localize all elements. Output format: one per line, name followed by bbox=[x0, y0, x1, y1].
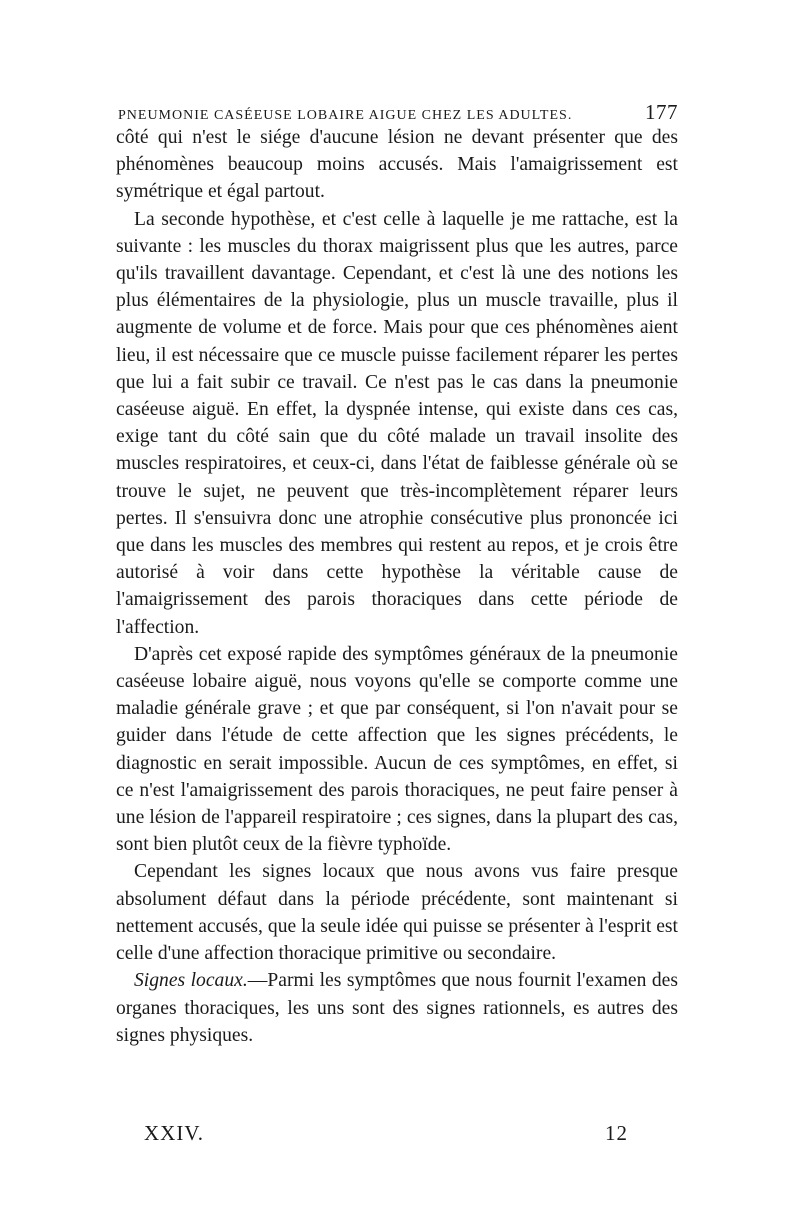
paragraph-general-symptoms: D'après cet exposé rapide des symptômes généraux de la pneumonie caséeuse lobaire aiguë, nous voyons qu'elle se comporte comme une maladie générale grave ; et que par conséquent, si l'on n'avait pour se guider dans l'étude de cette affection que les signes précédents, le diagnostic en serait impossible. Aucun de ces symptômes, en effet, si ce n'est l'amaigrissement des parois thoraciques, ne peut faire penser à une lésion de l'appareil respiratoire ; ces signes, dans la plupart des cas, sont bien plutôt ceux de la fièvre typhoïde. bbox=[116, 643, 678, 856]
paragraph-second-hypothesis: La seconde hypothèse, et c'est celle à laquelle je me rattache, est la suivante : les muscles du thorax maigrissent plus que les autres, parce qu'ils travaillent davantage. Cependant, et c'est là une des notions les plus élémentaires de la physiologie, plus un muscle travaille, plus il augmente de volume et de force. Mais pour que ces phénomènes aient lieu, il est nécessaire que ce muscle puisse facilement réparer les pertes que lui a fait subir ce travail. Ce n'est pas le cas dans la pneumonie caséeuse aiguë. En effet, la dyspnée intense, qui existe dans ces cas, exige tant du côté sain que du côté malade un travail insolite des muscles respiratoires, et ceux-ci, dans l'état de faiblesse générale où se trouve le sujet, ne peuvent que très-incomplètement réparer leurs pertes. Il s'ensuivra donc une atrophie consécutive plus prononcée ici que dans les muscles des membres qui restent au repos, et je crois être autorisé à voir dans cette hypothèse la véritable cause de l'amaigrissement des parois thoraciques dans cette période de l'affection. bbox=[116, 208, 678, 638]
section-lead-italic: Signes locaux. bbox=[134, 970, 248, 992]
running-head bbox=[118, 100, 678, 125]
signature-mark: XXIV. bbox=[144, 1121, 205, 1145]
section-lead-text: —Parmi les symptômes que nous fournit l'examen des organes thoraciques, les uns sont des signes rationnels, es autres des signes physiques. bbox=[116, 970, 678, 1046]
paragraph-signes-locaux bbox=[116, 967, 678, 1049]
page-footer bbox=[144, 1121, 628, 1146]
paragraph-local-signs: Cependant les signes locaux que nous avons vus faire presque absolument défaut dans la période précédente, sont maintenant si nettement accusés, que la seule idée qui puisse se présenter à l'esprit est celle d'une affection thoracique primitive ou secondaire. bbox=[116, 861, 678, 965]
running-title: PNEUMONIE CASÉEUSE LOBAIRE AIGUE CHEZ LES ADULTES. bbox=[118, 108, 573, 123]
paragraph-continuation: côté qui n'est le siége d'aucune lésion ne devant présenter que des phénomènes beaucoup moins accusés. Mais l'amaigrissement est symétrique et égal partout. bbox=[116, 127, 678, 203]
page-number: 177 bbox=[645, 100, 678, 124]
signature-number: 12 bbox=[605, 1121, 628, 1145]
body-text bbox=[116, 124, 678, 1049]
